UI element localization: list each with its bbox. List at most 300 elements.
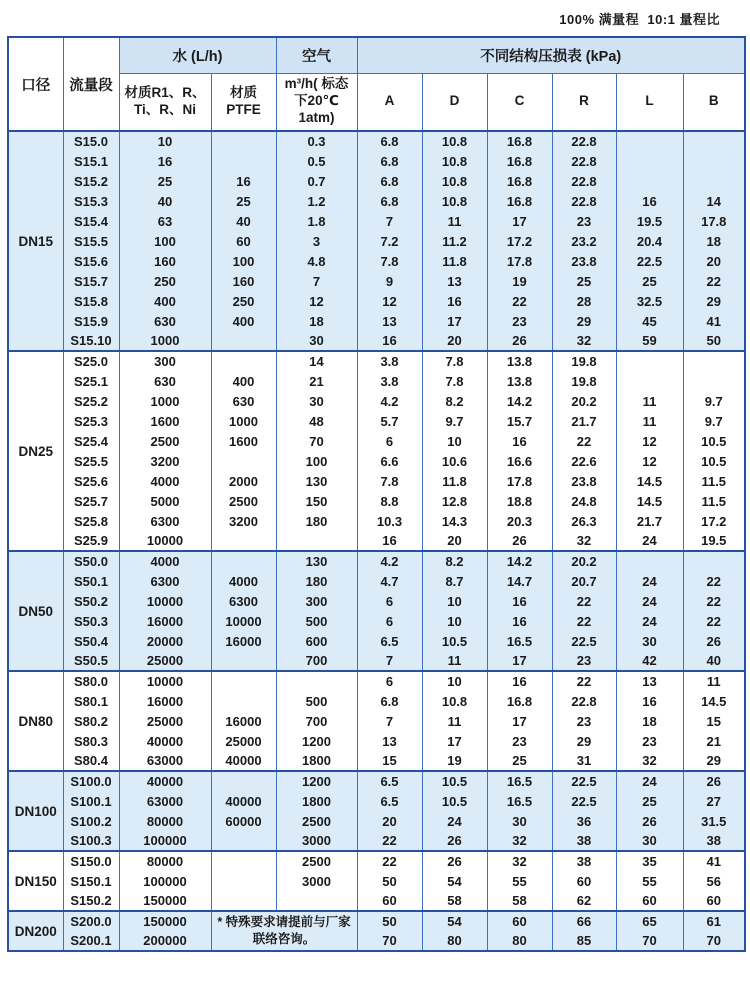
value-cell: 42 xyxy=(616,651,683,671)
flow-segment-cell: S25.7 xyxy=(63,491,119,511)
value-cell: 41 xyxy=(683,311,745,331)
value-cell: 250 xyxy=(119,271,211,291)
value-cell xyxy=(683,151,745,171)
value-cell: 56 xyxy=(683,871,745,891)
value-cell: 22 xyxy=(683,271,745,291)
value-cell: 23.8 xyxy=(552,251,616,271)
header-flow-segment: 流量段 xyxy=(63,37,119,131)
value-cell: 24 xyxy=(616,591,683,611)
header-water: 水 (L/h) xyxy=(119,37,276,73)
value-cell: 13 xyxy=(357,731,422,751)
value-cell: 16 xyxy=(487,591,552,611)
value-cell: 11 xyxy=(683,671,745,691)
value-cell: 10 xyxy=(422,671,487,691)
value-cell: 30 xyxy=(487,811,552,831)
header-diameter: 口径 xyxy=(8,37,63,131)
value-cell: 22.8 xyxy=(552,691,616,711)
value-cell: 10000 xyxy=(211,611,276,631)
value-cell: 13 xyxy=(616,671,683,691)
value-cell: 23.8 xyxy=(552,471,616,491)
flow-segment-cell: S15.2 xyxy=(63,171,119,191)
value-cell: 10.5 xyxy=(422,631,487,651)
value-cell: 14.5 xyxy=(683,691,745,711)
value-cell: 1000 xyxy=(119,391,211,411)
value-cell: 30 xyxy=(276,391,357,411)
value-cell: 22.5 xyxy=(552,791,616,811)
value-cell: 4.2 xyxy=(357,551,422,571)
value-cell: 10000 xyxy=(119,671,211,691)
flow-segment-cell: S25.6 xyxy=(63,471,119,491)
header-pressure-col-r: R xyxy=(552,73,616,131)
value-cell: 22 xyxy=(683,591,745,611)
value-cell: 20.4 xyxy=(616,231,683,251)
table-body xyxy=(8,131,745,951)
group-label: DN50 xyxy=(8,551,63,671)
value-cell: 19 xyxy=(487,271,552,291)
flow-segment-cell: S50.4 xyxy=(63,631,119,651)
value-cell: 11.2 xyxy=(422,231,487,251)
value-cell: 3200 xyxy=(119,451,211,471)
value-cell: 7.8 xyxy=(422,371,487,391)
value-cell: 32 xyxy=(552,331,616,351)
flow-segment-cell: S25.8 xyxy=(63,511,119,531)
value-cell: 400 xyxy=(211,311,276,331)
value-cell: 10.5 xyxy=(422,771,487,791)
value-cell: 29 xyxy=(683,291,745,311)
value-cell: 100000 xyxy=(119,871,211,891)
value-cell: 17.2 xyxy=(683,511,745,531)
value-cell: 2500 xyxy=(119,431,211,451)
value-cell: 26 xyxy=(683,631,745,651)
value-cell: 7 xyxy=(357,651,422,671)
value-cell: 54 xyxy=(422,871,487,891)
flow-segment-cell: S80.4 xyxy=(63,751,119,771)
value-cell: 0.3 xyxy=(276,131,357,151)
value-cell: 21 xyxy=(683,731,745,751)
value-cell: 11 xyxy=(422,651,487,671)
value-cell: 38 xyxy=(552,851,616,871)
value-cell: 5.7 xyxy=(357,411,422,431)
value-cell: 16.5 xyxy=(487,771,552,791)
value-cell: 6300 xyxy=(211,591,276,611)
value-cell: 3200 xyxy=(211,511,276,531)
value-cell xyxy=(616,151,683,171)
flow-segment-cell: S50.1 xyxy=(63,571,119,591)
value-cell: 22.8 xyxy=(552,151,616,171)
flow-segment-cell: S25.1 xyxy=(63,371,119,391)
value-cell: 14 xyxy=(683,191,745,211)
value-cell: 7.8 xyxy=(422,351,487,371)
value-cell: 10 xyxy=(422,591,487,611)
flow-segment-cell: S80.2 xyxy=(63,711,119,731)
value-cell: 23 xyxy=(552,211,616,231)
value-cell: 16 xyxy=(357,331,422,351)
group-label: DN200 xyxy=(8,911,63,951)
value-cell: 20 xyxy=(357,811,422,831)
value-cell: 70 xyxy=(683,931,745,951)
value-cell: 66 xyxy=(552,911,616,931)
flow-segment-cell: S15.4 xyxy=(63,211,119,231)
value-cell: 24 xyxy=(422,811,487,831)
value-cell xyxy=(616,551,683,571)
value-cell: 13.8 xyxy=(487,351,552,371)
value-cell xyxy=(211,891,276,911)
value-cell: 40000 xyxy=(119,771,211,791)
value-cell: 700 xyxy=(276,711,357,731)
flow-segment-cell: S200.0 xyxy=(63,911,119,931)
value-cell: 80 xyxy=(422,931,487,951)
value-cell: 16 xyxy=(119,151,211,171)
flow-segment-cell: S100.3 xyxy=(63,831,119,851)
value-cell: 24 xyxy=(616,531,683,551)
value-cell: 24 xyxy=(616,571,683,591)
value-cell: 6.5 xyxy=(357,791,422,811)
value-cell: 250 xyxy=(211,291,276,311)
value-cell: 500 xyxy=(276,691,357,711)
value-cell: 16.6 xyxy=(487,451,552,471)
value-cell: 16.5 xyxy=(487,631,552,651)
flow-segment-cell: S200.1 xyxy=(63,931,119,951)
value-cell: 7 xyxy=(357,711,422,731)
value-cell: 3 xyxy=(276,231,357,251)
value-cell: 9.7 xyxy=(683,411,745,431)
value-cell xyxy=(211,691,276,711)
value-cell: 8.8 xyxy=(357,491,422,511)
value-cell: 31.5 xyxy=(683,811,745,831)
value-cell: 26 xyxy=(487,531,552,551)
value-cell: 24.8 xyxy=(552,491,616,511)
flow-segment-cell: S15.1 xyxy=(63,151,119,171)
value-cell: 5000 xyxy=(119,491,211,511)
value-cell: 60000 xyxy=(211,811,276,831)
value-cell: 10 xyxy=(422,611,487,631)
value-cell: 1000 xyxy=(211,411,276,431)
value-cell xyxy=(683,551,745,571)
value-cell: 4000 xyxy=(119,471,211,491)
value-cell: 4.2 xyxy=(357,391,422,411)
flow-segment-cell: S150.0 xyxy=(63,851,119,871)
value-cell: 160 xyxy=(119,251,211,271)
value-cell: 300 xyxy=(119,351,211,371)
value-cell: 25 xyxy=(552,271,616,291)
flow-segment-cell: S80.3 xyxy=(63,731,119,751)
value-cell: 63000 xyxy=(119,751,211,771)
value-cell: 130 xyxy=(276,471,357,491)
value-cell: 12 xyxy=(616,451,683,471)
value-cell: 60 xyxy=(357,891,422,911)
value-cell xyxy=(211,551,276,571)
value-cell: 11.5 xyxy=(683,491,745,511)
value-cell: 12 xyxy=(276,291,357,311)
value-cell xyxy=(211,331,276,351)
value-cell: 60 xyxy=(552,871,616,891)
value-cell: 22.8 xyxy=(552,171,616,191)
flow-segment-cell: S25.5 xyxy=(63,451,119,471)
value-cell: 160 xyxy=(211,271,276,291)
value-cell: 20.7 xyxy=(552,571,616,591)
value-cell: 2500 xyxy=(276,811,357,831)
value-cell: 1200 xyxy=(276,771,357,791)
value-cell: 30 xyxy=(276,331,357,351)
value-cell: 17.8 xyxy=(487,471,552,491)
value-cell: 12 xyxy=(616,431,683,451)
value-cell: 16.5 xyxy=(487,791,552,811)
value-cell: 6 xyxy=(357,431,422,451)
value-cell: 6.5 xyxy=(357,631,422,651)
value-cell: 1000 xyxy=(119,331,211,351)
value-cell xyxy=(211,771,276,791)
value-cell: 24 xyxy=(616,771,683,791)
value-cell xyxy=(211,871,276,891)
value-cell xyxy=(616,371,683,391)
flow-segment-cell: S25.3 xyxy=(63,411,119,431)
value-cell: 23 xyxy=(616,731,683,751)
value-cell: 3000 xyxy=(276,871,357,891)
value-cell: 1800 xyxy=(276,791,357,811)
value-cell: 9.7 xyxy=(422,411,487,431)
value-cell: 6.8 xyxy=(357,131,422,151)
value-cell xyxy=(211,831,276,851)
flow-segment-cell: S15.6 xyxy=(63,251,119,271)
value-cell xyxy=(211,151,276,171)
value-cell: 30 xyxy=(616,631,683,651)
value-cell: 18 xyxy=(616,711,683,731)
value-cell xyxy=(211,671,276,691)
value-cell: 22 xyxy=(683,571,745,591)
value-cell: 50 xyxy=(357,911,422,931)
header-pressure-loss: 不同结构压损表 (kPa) xyxy=(357,37,745,73)
value-cell: 10.5 xyxy=(422,791,487,811)
value-cell: 26 xyxy=(487,331,552,351)
value-cell: 150000 xyxy=(119,911,211,931)
value-cell: 25 xyxy=(616,791,683,811)
value-cell: 70 xyxy=(616,931,683,951)
value-cell: 60 xyxy=(211,231,276,251)
value-cell: 15 xyxy=(683,711,745,731)
value-cell: 100 xyxy=(276,451,357,471)
value-cell: 18 xyxy=(683,231,745,251)
value-cell xyxy=(683,171,745,191)
value-cell: 20 xyxy=(422,331,487,351)
value-cell: 6.8 xyxy=(357,151,422,171)
value-cell: 630 xyxy=(211,391,276,411)
value-cell: 22 xyxy=(552,591,616,611)
value-cell: 36 xyxy=(552,811,616,831)
value-cell: 4000 xyxy=(211,571,276,591)
value-cell: 20 xyxy=(422,531,487,551)
value-cell: 30 xyxy=(616,831,683,851)
value-cell: 32 xyxy=(552,531,616,551)
value-cell: 15.7 xyxy=(487,411,552,431)
value-cell: 40 xyxy=(211,211,276,231)
value-cell: 26 xyxy=(422,851,487,871)
value-cell: 16.8 xyxy=(487,691,552,711)
value-cell: 200000 xyxy=(119,931,211,951)
value-cell: 41 xyxy=(683,851,745,871)
value-cell: 25 xyxy=(119,171,211,191)
group-label: DN100 xyxy=(8,771,63,851)
flow-segment-cell: S15.7 xyxy=(63,271,119,291)
value-cell: 54 xyxy=(422,911,487,931)
value-cell: 25 xyxy=(616,271,683,291)
value-cell: 14.5 xyxy=(616,471,683,491)
value-cell: 3000 xyxy=(276,831,357,851)
value-cell: 32 xyxy=(487,831,552,851)
value-cell: 16.8 xyxy=(487,151,552,171)
value-cell: 27 xyxy=(683,791,745,811)
value-cell xyxy=(616,351,683,371)
value-cell: 100 xyxy=(119,231,211,251)
value-cell: 2000 xyxy=(211,471,276,491)
value-cell: 22.8 xyxy=(552,191,616,211)
flow-segment-cell: S150.2 xyxy=(63,891,119,911)
value-cell: 19.5 xyxy=(616,211,683,231)
value-cell: 6 xyxy=(357,591,422,611)
value-cell: 150000 xyxy=(119,891,211,911)
value-cell: 40 xyxy=(683,651,745,671)
value-cell xyxy=(616,171,683,191)
value-cell: 6 xyxy=(357,671,422,691)
value-cell: 61 xyxy=(683,911,745,931)
flow-segment-cell: S25.0 xyxy=(63,351,119,371)
value-cell: 80000 xyxy=(119,811,211,831)
table-header xyxy=(8,37,745,131)
value-cell: 3.8 xyxy=(357,351,422,371)
flow-segment-cell: S15.9 xyxy=(63,311,119,331)
value-cell: 16 xyxy=(487,611,552,631)
value-cell: 16.8 xyxy=(487,191,552,211)
value-cell: 2500 xyxy=(276,851,357,871)
value-cell: 8.2 xyxy=(422,391,487,411)
value-cell: 22.6 xyxy=(552,451,616,471)
value-cell: 22 xyxy=(487,291,552,311)
value-cell: 400 xyxy=(119,291,211,311)
value-cell: 22 xyxy=(552,671,616,691)
value-cell: 10.8 xyxy=(422,171,487,191)
value-cell: 16000 xyxy=(211,631,276,651)
value-cell: 63000 xyxy=(119,791,211,811)
value-cell: 19 xyxy=(422,751,487,771)
value-cell: 16.8 xyxy=(487,131,552,151)
value-cell: 16 xyxy=(357,531,422,551)
value-cell xyxy=(211,351,276,371)
value-cell: 25 xyxy=(487,751,552,771)
value-cell: 11.5 xyxy=(683,471,745,491)
value-cell: 7 xyxy=(276,271,357,291)
value-cell xyxy=(683,351,745,371)
value-cell: 22 xyxy=(552,611,616,631)
value-cell: 60 xyxy=(616,891,683,911)
value-cell: 11.8 xyxy=(422,471,487,491)
value-cell: 11 xyxy=(616,411,683,431)
value-cell: 16000 xyxy=(119,691,211,711)
value-cell: 4.8 xyxy=(276,251,357,271)
value-cell: 0.7 xyxy=(276,171,357,191)
value-cell: 59 xyxy=(616,331,683,351)
value-cell: 15 xyxy=(357,751,422,771)
group-label: DN80 xyxy=(8,671,63,771)
value-cell: 13 xyxy=(422,271,487,291)
value-cell: 6.8 xyxy=(357,691,422,711)
value-cell: 22.5 xyxy=(552,631,616,651)
value-cell: 17 xyxy=(422,311,487,331)
value-cell xyxy=(211,451,276,471)
value-cell: 10.8 xyxy=(422,691,487,711)
value-cell: 32 xyxy=(616,751,683,771)
value-cell: 6 xyxy=(357,611,422,631)
value-cell: 17.2 xyxy=(487,231,552,251)
value-cell xyxy=(276,531,357,551)
value-cell: 80 xyxy=(487,931,552,951)
value-cell xyxy=(276,891,357,911)
flow-segment-cell: S25.4 xyxy=(63,431,119,451)
value-cell: 17 xyxy=(487,211,552,231)
value-cell: 10 xyxy=(119,131,211,151)
value-cell: 6.8 xyxy=(357,191,422,211)
value-cell: 80000 xyxy=(119,851,211,871)
value-cell: 38 xyxy=(683,831,745,851)
value-cell: 22 xyxy=(357,831,422,851)
value-cell: 40000 xyxy=(211,791,276,811)
value-cell: 17 xyxy=(487,711,552,731)
value-cell: 20.2 xyxy=(552,391,616,411)
value-cell: 16 xyxy=(616,191,683,211)
flow-segment-cell: S80.1 xyxy=(63,691,119,711)
value-cell: 26 xyxy=(422,831,487,851)
value-cell: 180 xyxy=(276,511,357,531)
value-cell: 25000 xyxy=(119,711,211,731)
value-cell xyxy=(683,131,745,151)
value-cell: 50 xyxy=(357,871,422,891)
value-cell: 60 xyxy=(683,891,745,911)
value-cell: 18 xyxy=(276,311,357,331)
note-cell: * 特殊要求请提前与厂家联络咨询。 xyxy=(211,911,357,951)
value-cell: 16 xyxy=(487,431,552,451)
group-label: DN25 xyxy=(8,351,63,551)
value-cell: 1800 xyxy=(276,751,357,771)
value-cell: 32.5 xyxy=(616,291,683,311)
value-cell: 700 xyxy=(276,651,357,671)
value-cell: 16000 xyxy=(211,711,276,731)
value-cell: 10.3 xyxy=(357,511,422,531)
value-cell: 58 xyxy=(422,891,487,911)
value-cell: 62 xyxy=(552,891,616,911)
page-title: 100% 满量程 10:1 量程比 xyxy=(559,12,720,27)
value-cell: 100000 xyxy=(119,831,211,851)
value-cell: 58 xyxy=(487,891,552,911)
value-cell: 16.8 xyxy=(487,171,552,191)
value-cell: 23 xyxy=(487,731,552,751)
value-cell: 65 xyxy=(616,911,683,931)
value-cell: 1600 xyxy=(211,431,276,451)
header-pressure-col-c: C xyxy=(487,73,552,131)
spec-table xyxy=(7,36,746,952)
value-cell: 63 xyxy=(119,211,211,231)
value-cell: 16000 xyxy=(119,611,211,631)
value-cell xyxy=(211,651,276,671)
value-cell: 25000 xyxy=(211,731,276,751)
value-cell: 40 xyxy=(119,191,211,211)
value-cell: 1200 xyxy=(276,731,357,751)
value-cell: 4000 xyxy=(119,551,211,571)
group-label: DN150 xyxy=(8,851,63,911)
value-cell: 29 xyxy=(552,731,616,751)
flow-segment-cell: S100.1 xyxy=(63,791,119,811)
value-cell xyxy=(211,851,276,871)
value-cell: 20.2 xyxy=(552,551,616,571)
value-cell: 7.8 xyxy=(357,471,422,491)
value-cell: 7.2 xyxy=(357,231,422,251)
